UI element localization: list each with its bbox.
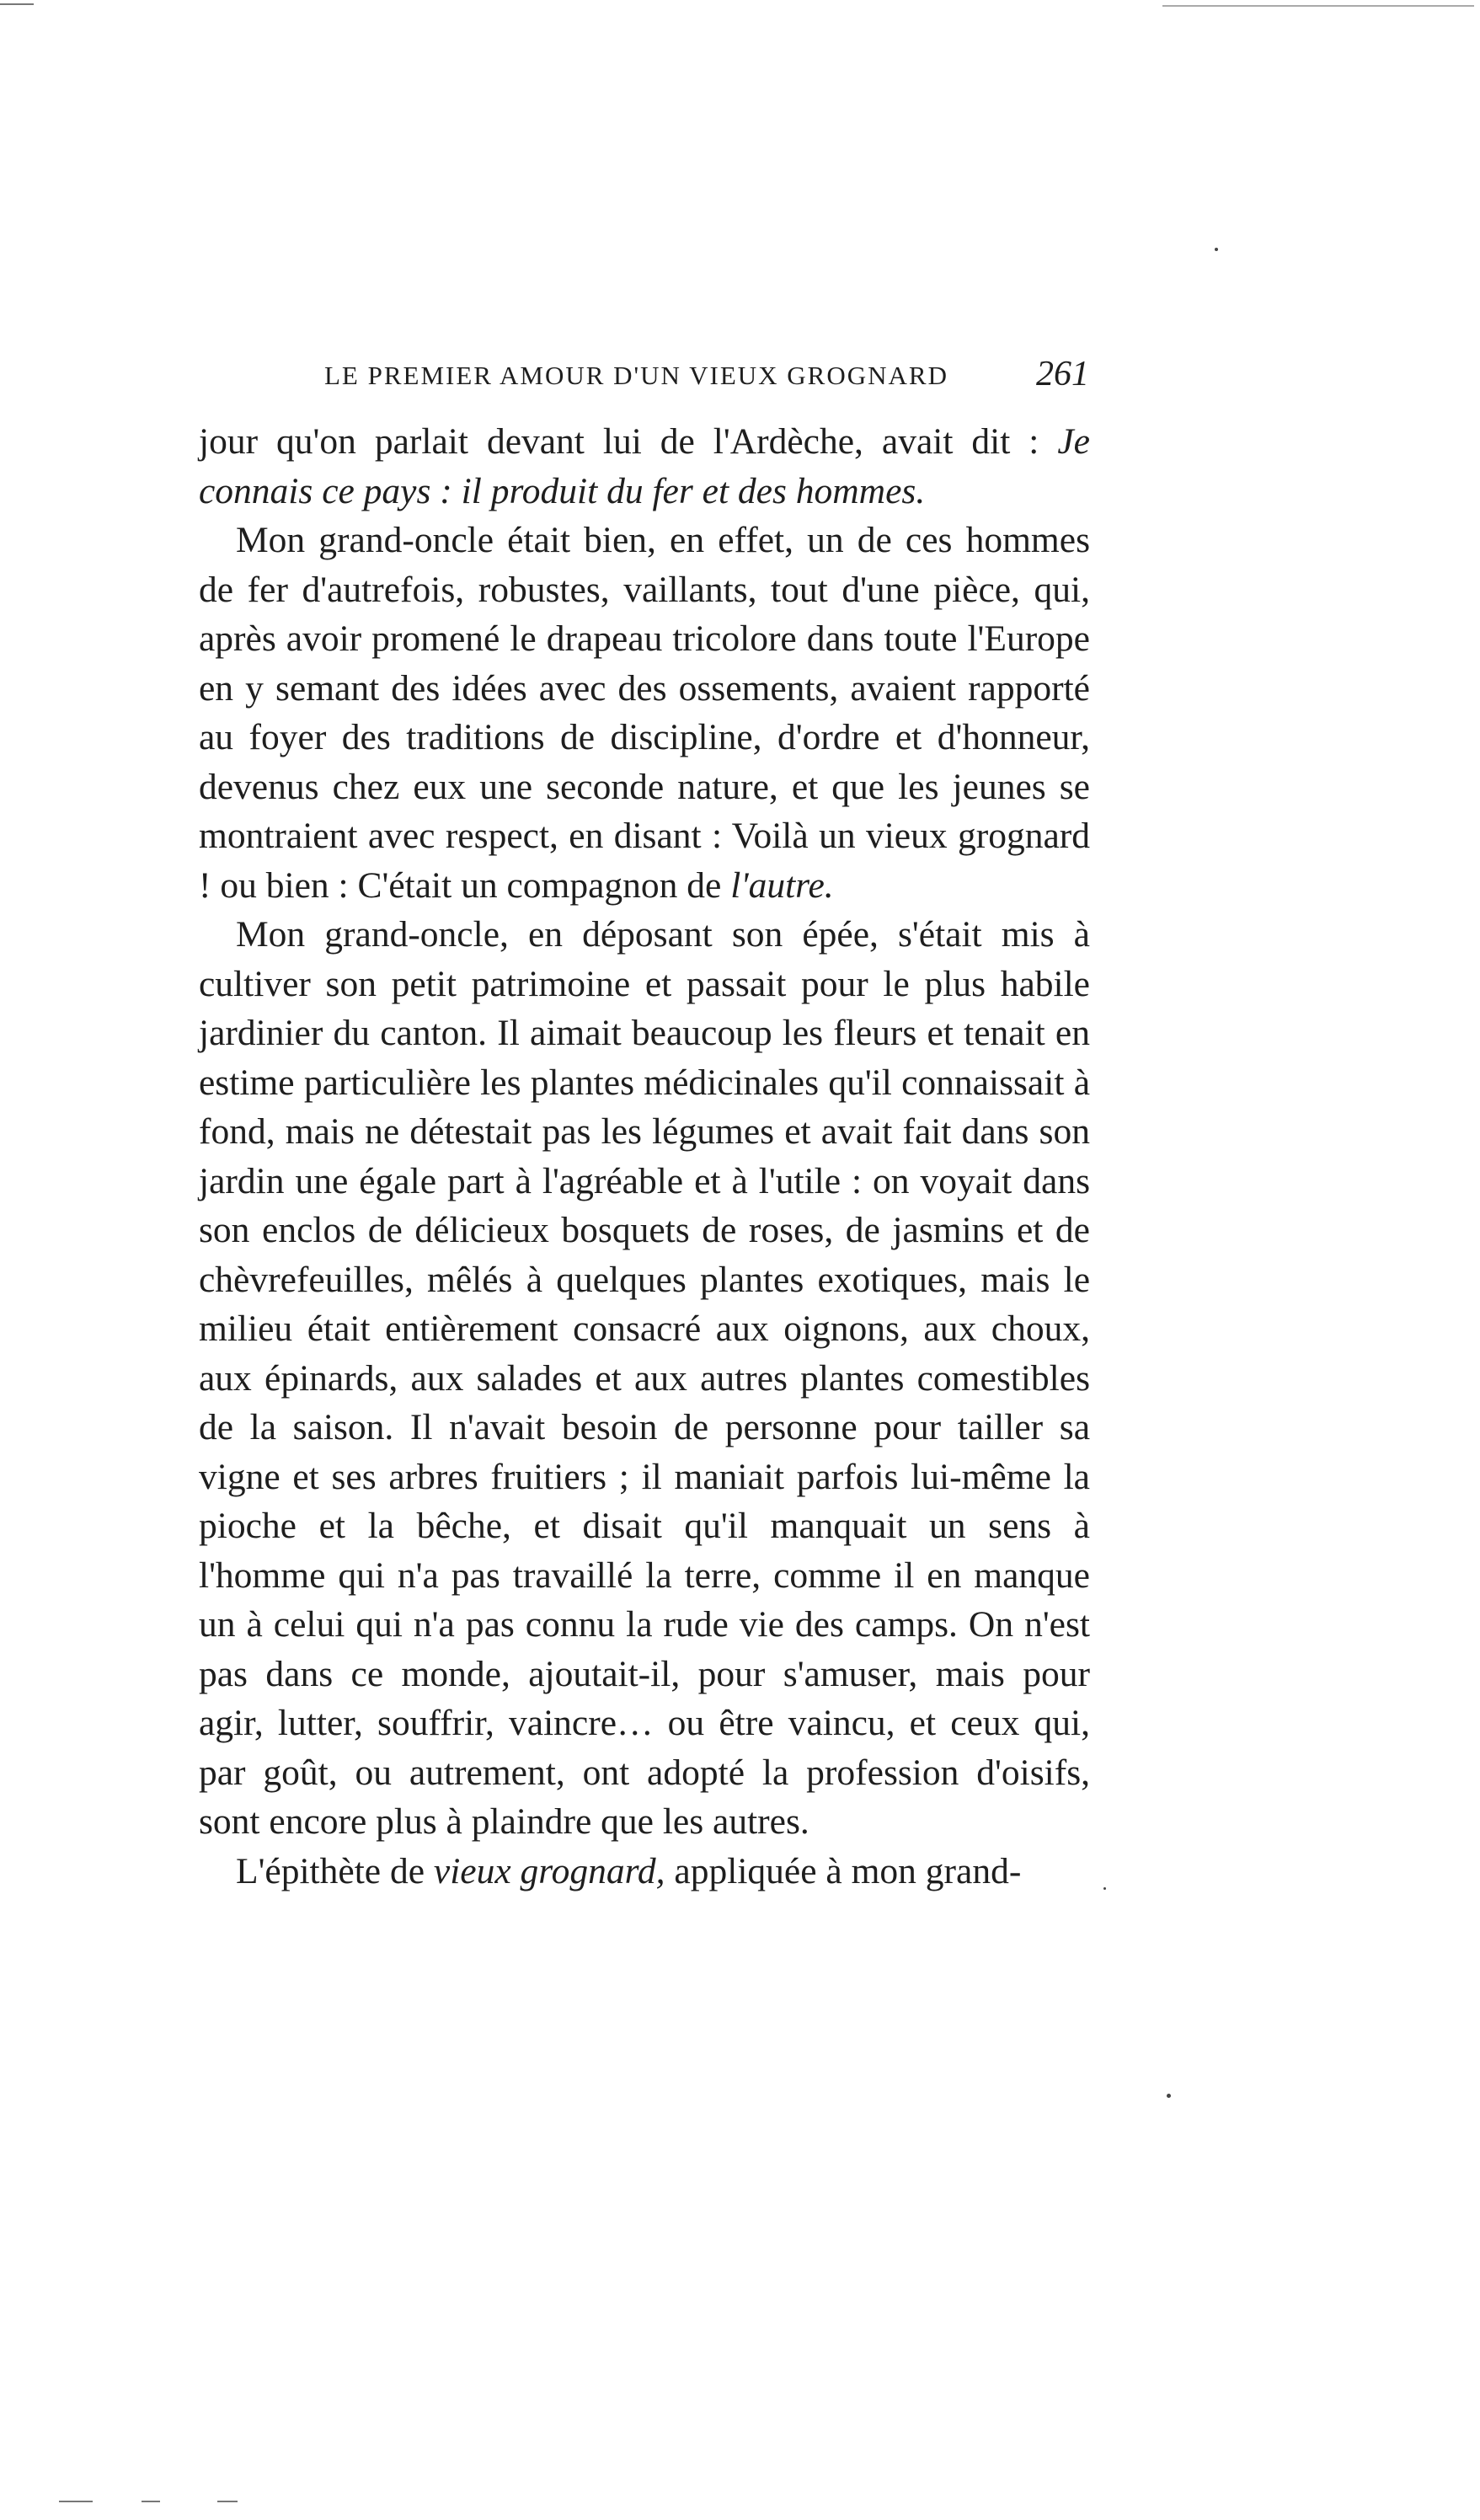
paragraph-4-text-end: appliquée à mon grand- [665,1850,1022,1891]
paragraph-2-text: Mon grand-oncle était bien, en effet, un de ces hommes de fer d'autrefois, robustes, vaillants, tout d'une pièce, qui, après avoir promené le drapeau tricolore dans toute l'Europe en y semant des idées avec des ossements, avaient rapporté au foyer des traditions de discipline, d'ordre et d'honneur, devenus chez eux une seconde nature, et que les jeunes se montraient avec respect, en disant : Voilà un vieux grognard ! ou bien : C'était un compagnon de [199,520,1090,906]
paragraph-4-text-start: L'épithète de [236,1850,434,1891]
paragraph-4 [199,1847,1090,1897]
paragraph-2-italic: l'autre. [730,864,834,906]
running-head [324,352,1091,403]
scan-mark-bottom-left [59,2501,93,2502]
scan-speck [1103,1887,1106,1890]
paragraph-3-text: Mon grand-oncle, en déposant son épée, s'était mis à cultiver son petit patrimoine et passait pour le plus habile jardinier du canton. Il aimait beaucoup les fleurs et tenait en estime particulière les plantes médicinales qu'il connaissait à fond, mais ne détestait pas les légumes et avait fait dans son jardin une égale part à l'agréable et à l'utile : on voyait dans son enclos de délicieux bosquets de roses, de jasmins et de chèvrefeuilles, mêlés à quelques plantes exotiques, mais le milieu était entièrement consacré aux oignons, aux choux, aux épinards, aux salades et aux autres plantes comestibles de la saison. Il n'avait besoin de personne pour tailler sa vigne et ses arbres fruitiers ; il maniait parfois lui-même la pioche et la bêche, et disait qu'il manquait un sens à l'homme qui n'a pas travaillé la terre, comme il en manque un à celui qui n'a pas connu la rude vie des camps. On n'est pas dans ce monde, ajoutait-il, pour s'amuser, mais pour agir, lutter, souffrir, vaincre… ou être vaincu, et ceux qui, par goût, ou autrement, ont adopté la profession d'oisifs, sont encore plus à plaindre que les autres. [199,914,1090,1842]
paragraph-1-italic-quote: Je connais ce pays : il produit du fer et des hommes. [199,421,1090,511]
scan-mark-bottom-right [217,2501,238,2502]
paragraph-4-italic: vieux grognard, [433,1850,665,1891]
scan-mark-top-left [0,3,34,5]
paragraph-1-text: jour qu'on parlait devant lui de l'Ardèche, avait dit : [199,421,1058,462]
paragraph-2 [199,516,1090,910]
scan-mark-top-right [1162,5,1474,7]
paragraph-3 [199,910,1090,1847]
running-title: LE PREMIER AMOUR D'UN VIEUX GROGNARD [324,361,948,390]
page-number: 261 [1036,355,1089,393]
body-text [199,417,1090,1896]
scan-speck [1167,2094,1171,2098]
paragraph-1 [199,417,1090,516]
scan-mark-bottom-mid [142,2501,160,2502]
scan-speck [1215,248,1218,251]
